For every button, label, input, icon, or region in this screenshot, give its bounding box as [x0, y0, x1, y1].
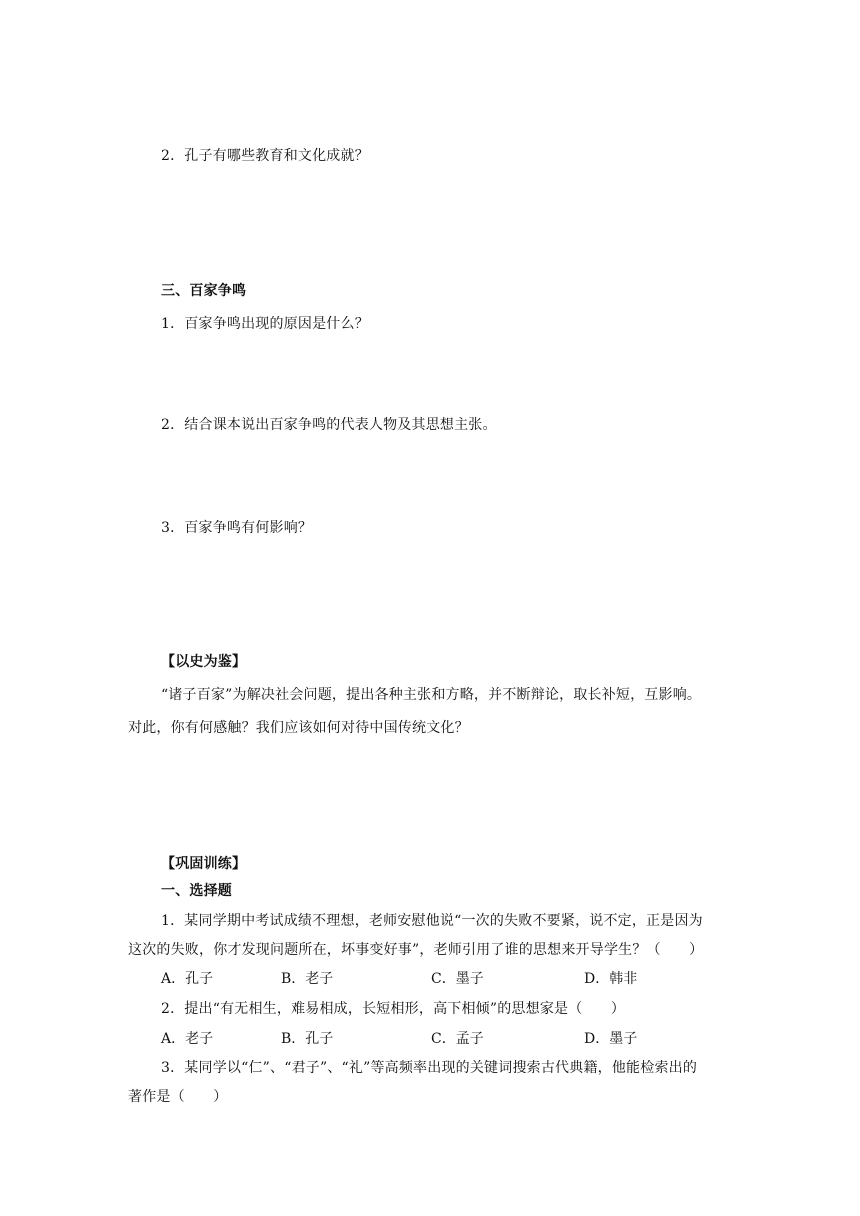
history-mirror-paragraph-line-1: “诸子百家”为解决社会问题，提出各种主张和方略，并不断辩论，取长补短，互影响。 [161, 687, 702, 703]
option-d: D．墨子 [584, 1031, 638, 1047]
option-b: B．老子 [281, 971, 334, 987]
question-hundred-schools-impact: 3．百家争鸣有何影响？ [161, 520, 313, 536]
option-a: A．老子 [161, 1031, 214, 1047]
history-mirror-heading: 【以史为鉴】 [161, 654, 247, 670]
multiple-choice-subheading: 一、选择题 [161, 883, 232, 899]
option-c: C．孟子 [431, 1031, 484, 1047]
question-hundred-schools-figures: 2．结合课本说出百家争鸣的代表人物及其思想主张。 [161, 417, 497, 433]
question-1-line-2: 这次的失败，你才发现问题所在，坏事变好事”，老师引用了谁的思想来开导学生？（ ） [128, 942, 704, 958]
question-3-line-2: 著作是（ ） [128, 1089, 228, 1105]
question-1-line-1: 1．某同学期中考试成绩不理想，老师安慰他说“一次的失败不要紧，说不定，正是因为 [161, 913, 703, 929]
option-d: D．韩非 [584, 971, 638, 987]
option-c: C．墨子 [431, 971, 484, 987]
history-mirror-paragraph-line-2: 对此，你有何感触？我们应该如何对待中国传统文化？ [128, 720, 469, 736]
section-heading-hundred-schools: 三、百家争鸣 [161, 283, 247, 299]
question-confucius-achievements: 2．孔子有哪些教育和文化成就？ [161, 148, 369, 164]
question-1-options [161, 970, 721, 988]
option-b: B．孔子 [281, 1031, 334, 1047]
option-a: A．孔子 [161, 971, 214, 987]
question-2-line-1: 2．提出“有无相生，难易相成，长短相形，高下相倾”的思想家是（ ） [161, 1001, 626, 1017]
practice-heading: 【巩固训练】 [161, 856, 247, 872]
question-hundred-schools-cause: 1．百家争鸣出现的原因是什么？ [161, 316, 369, 332]
question-3-line-1: 3．某同学以“仁”、“君子”、“礼”等高频率出现的关键词搜索古代典籍，他能检索出的 [161, 1060, 698, 1076]
question-2-options [161, 1030, 721, 1048]
